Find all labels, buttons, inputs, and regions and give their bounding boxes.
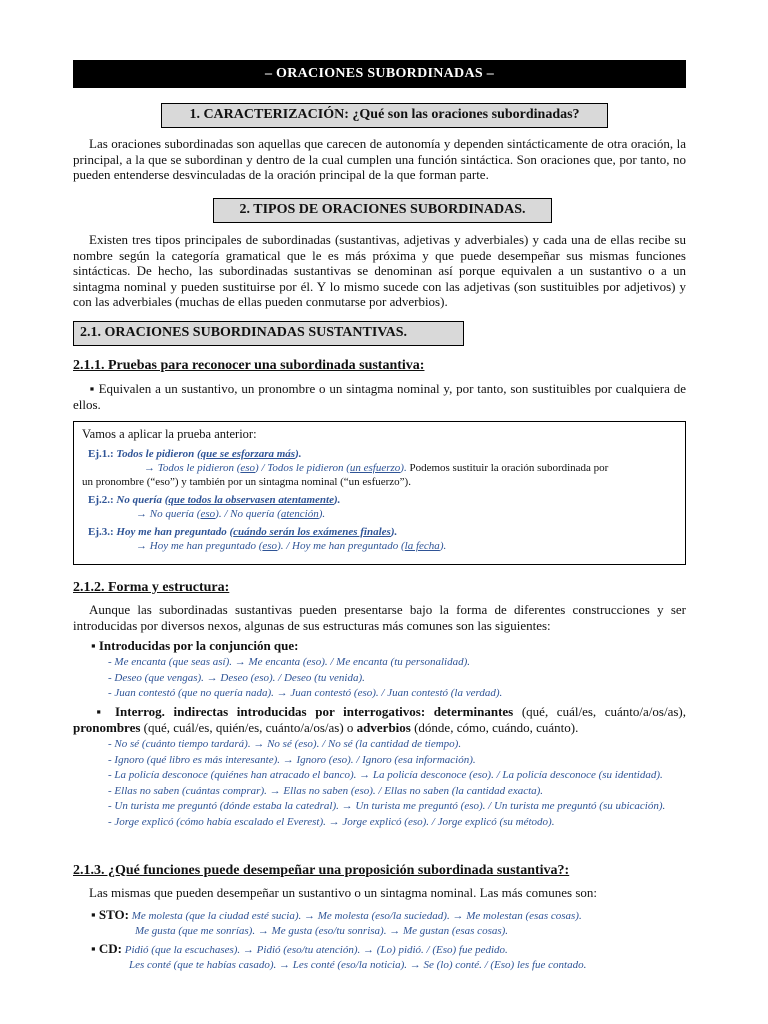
list-conjuncion-que	[108, 655, 688, 702]
function-label: ▪ STO:	[91, 907, 129, 922]
example-text: ).	[295, 448, 302, 460]
sub-text: ) / Todos le pidieron (	[255, 462, 350, 474]
example-subordinate: cuándo serán los exámenes finales	[233, 526, 391, 538]
paragraph-caracterizacion	[73, 136, 686, 183]
subheading-forma: 2.1.2. Forma y estructura:	[73, 580, 230, 595]
example-subordinate: que se esforzara más	[200, 448, 296, 460]
sub-u: eso	[200, 508, 216, 520]
bullet-conjuncion-que: ▪ Introducidas por la conjunción que:	[91, 638, 299, 653]
example-box	[73, 421, 686, 565]
bullet-interrogativas	[73, 704, 686, 735]
sub-text: → Todos le pidieron (	[144, 462, 241, 474]
example-1	[82, 447, 677, 461]
sub-u: un esfuerzo	[349, 462, 401, 474]
example-text: No quería (	[116, 494, 169, 506]
paragraph-text: ▪ Equivalen a un sustantivo, un pronombre o un sintagma nominal y, por tanto, son sustituibles por cualquiera de ellos.	[73, 381, 686, 412]
list-item: - La policía desconoce (quiénes han atracado el banco). → La policía desconoce (eso). / La policía desconoce (su identidad).	[108, 769, 663, 781]
sub-u: la fecha	[404, 540, 440, 552]
page-title: – ORACIONES SUBORDINADAS –	[73, 60, 686, 88]
bullet-text: pronombres	[73, 719, 141, 735]
sub-u: atención	[280, 508, 319, 520]
example-text: Hoy me han preguntado (	[116, 526, 234, 538]
subheading-pruebas: 2.1.1. Pruebas para reconocer una subordinada sustantiva:	[73, 358, 425, 373]
example-label: Ej.3.:	[88, 526, 114, 538]
example-intro: Vamos a aplicar la prueba anterior:	[82, 427, 257, 441]
example-3-substitution	[82, 539, 677, 553]
sub-text: ).	[400, 462, 407, 474]
paragraph-text: Las oraciones subordinadas son aquellas que carecen de autonomía y dependen sintácticamente de otra oración, la principal, a la que se subordinan y dentro de la cual cumplen una función sintáctica. Son oraciones que, por tanto, no pueden entenderse desvinculadas de la oración principal de la que forman parte.	[73, 136, 686, 182]
paragraph-text: Las mismas que pueden desempeñar un sustantivo o un sintagma nominal. Las más comunes son:	[89, 885, 597, 900]
list-item: - Juan contestó (que no quería nada). → Juan contestó (eso). / Juan contestó (la verdad).	[108, 687, 503, 699]
function-example: Me molesta (que la ciudad esté sucia). → Me molesta (eso/la suciedad). → Me molestan (esas cosas).	[131, 910, 582, 922]
example-subordinate: que todos la observasen atentamente	[168, 494, 334, 506]
example-label: Ej.1.:	[88, 448, 114, 460]
list-item: - Ellas no saben (cuántas comprar). → Ellas no saben (eso). / Ellas no saben (la cantidad exacta).	[108, 784, 544, 797]
sub-text: ). / Hoy me han preguntado (	[277, 540, 405, 552]
sub-text: ). / No quería (	[215, 508, 281, 520]
list-item: - Ignoro (qué libro es más interesante). → Ignoro (eso). / Ignoro (esa información).	[108, 753, 476, 766]
list-item: - Un turista me preguntó (dónde estaba la catedral). → Un turista me preguntó (eso). / Un turista me preguntó (su ubicación).	[108, 800, 666, 812]
example-1-substitution	[82, 461, 677, 475]
list-item: - Me encanta (que seas así). → Me encanta (eso). / Me encanta (tu personalidad).	[108, 656, 470, 668]
sub-u: eso	[240, 462, 256, 474]
sub-text: → Hoy me han preguntado (	[136, 540, 263, 552]
bullet-text: (dónde, cómo, cuándo, cuánto).	[410, 719, 579, 735]
example-3	[82, 525, 677, 539]
example-2-substitution	[82, 507, 677, 521]
paragraph-text: Existen tres tipos principales de subordinadas (sustantivas, adjetivas y adverbiales) y cada una de ellas recibe su nombre según la categoría gramatical que le es más próxima y que puede desempeñar sus mismas funciones sintácticas. De hecho, las subordinadas sustantivas se denominan así porque equivalen a un sustantivo o a un sintagma nominal y pueden sustituirse por él. Y lo mismo sucede con las adjetivas (son sustituibles por adjetivos) y con las adverbiales (muchas de ellas pueden conmutarse por adverbios).	[73, 232, 686, 309]
example-text: Todos le pidieron (	[116, 448, 201, 460]
example-text: ).	[333, 494, 341, 506]
example-2	[82, 493, 677, 507]
bullet-text: (qué, cuál/es, quién/es, cuánto/a/os/as) o	[140, 719, 357, 735]
list-item: - No sé (cuánto tiempo tardará). → No sé (eso). / No sé (la cantidad de tiempo).	[108, 738, 462, 750]
function-sto	[91, 907, 582, 939]
list-item: - Deseo (que vengas). → Deseo (eso). / Deseo (tu venida).	[108, 671, 365, 684]
function-cd	[91, 941, 586, 973]
section-heading-caracterizacion: 1. CARACTERIZACIÓN: ¿Qué son las oraciones subordinadas?	[161, 103, 608, 128]
subheading-funciones: 2.1.3. ¿Qué funciones puede desempeñar una proposición subordinada sustantiva?:	[73, 863, 570, 878]
section-heading-tipos: 2. TIPOS DE ORACIONES SUBORDINADAS.	[213, 198, 552, 223]
paragraph-text: Aunque las subordinadas sustantivas pueden presentarse bajo la forma de diferentes construcciones y ser introducidas por diversos nexos, algunas de sus estructuras más comunes son las siguientes:	[73, 602, 686, 633]
paragraph-tipos	[73, 232, 686, 310]
section-heading-sustantivas: 2.1. ORACIONES SUBORDINADAS SUSTANTIVAS.	[73, 321, 464, 346]
bullet-text: adverbios	[356, 719, 411, 735]
example-note: Podemos sustituir la oración subordinada por	[406, 462, 609, 474]
example-label: Ej.2.:	[88, 494, 114, 506]
list-item: - Jorge explicó (cómo había escalado el Everest). → Jorge explicó (eso). / Jorge explicó (su método).	[108, 815, 555, 828]
example-1-note: un pronombre (“eso”) y también por un sintagma nominal (“un esfuerzo”).	[82, 476, 411, 488]
bullet-text: determinantes	[433, 704, 514, 719]
function-example: Me gusta (que me sonrías). → Me gusta (eso/tu sonrisa). → Me gustan (esas cosas).	[135, 925, 509, 937]
sub-u: eso	[262, 540, 278, 552]
function-example: Les conté (que te habías casado). → Les conté (eso/la noticia). → Se (lo) conté. / (Eso) les fue contado.	[129, 959, 587, 971]
bullet-text: (qué, cuál/es, cuánto/a/os/as),	[513, 704, 686, 719]
sub-text: ).	[439, 540, 447, 552]
sub-text: → No quería (	[136, 508, 201, 520]
example-text: ).	[390, 526, 398, 538]
paragraph-funciones	[73, 885, 686, 901]
bullet-text: ▪ Interrog. indirectas introducidas por interrogativos:	[91, 704, 434, 719]
function-example: Pidió (que la escuchases). → Pidió (eso/tu atención). → (Lo) pidió. / (Eso) fue pedido.	[124, 944, 508, 956]
paragraph-forma	[73, 602, 686, 633]
sub-text: ).	[318, 508, 326, 520]
list-interrogativas	[108, 737, 688, 830]
paragraph-pruebas	[73, 381, 686, 412]
function-label: ▪ CD:	[91, 941, 122, 956]
